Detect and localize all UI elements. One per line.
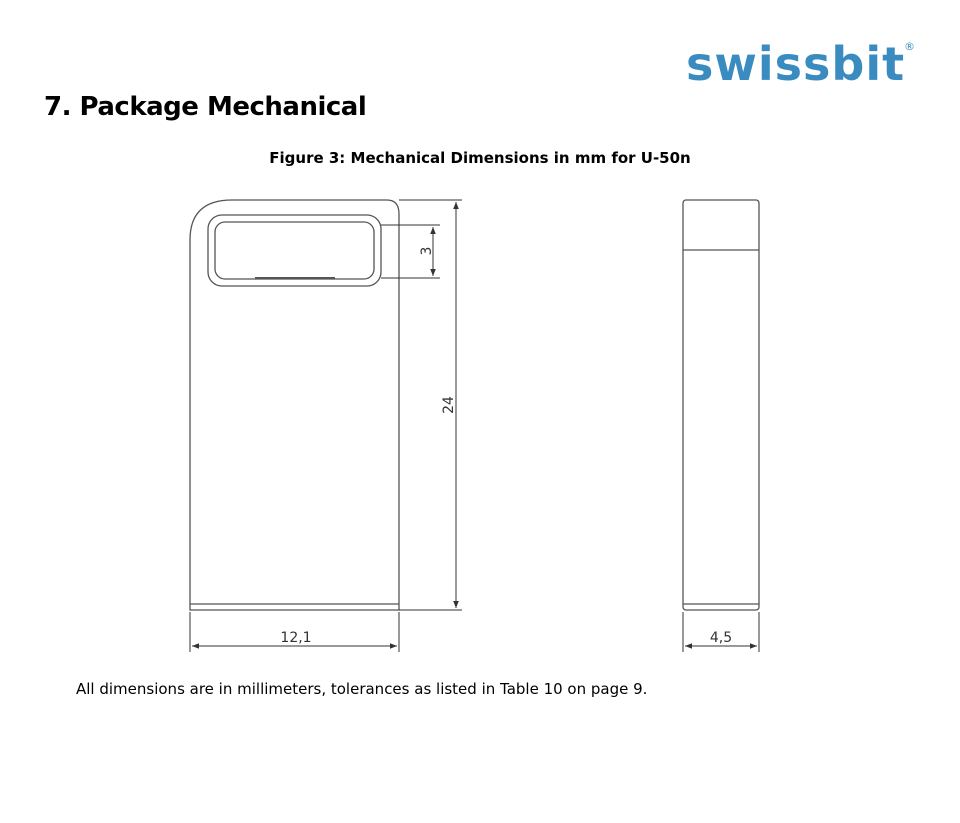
dimension-height-label: 24 xyxy=(441,396,457,414)
keyring-slot-outer xyxy=(208,215,381,286)
swissbit-logo: swissbit xyxy=(686,37,906,91)
front-view xyxy=(190,200,399,610)
side-view xyxy=(683,200,759,610)
registered-mark: ® xyxy=(904,40,915,53)
figure-caption: Figure 3: Mechanical Dimensions in mm for U-50n xyxy=(269,149,691,167)
dimension-thickness-label: 4,5 xyxy=(709,630,733,646)
section-title: 7. Package Mechanical xyxy=(44,92,367,122)
side-view-outline xyxy=(683,200,759,610)
dimension-loop-height-label: 3 xyxy=(419,246,435,256)
footnote: All dimensions are in millimeters, tolerances as listed in Table 10 on page 9. xyxy=(76,680,648,698)
keyring-slot-inner xyxy=(215,222,374,279)
front-view-outline xyxy=(190,200,399,610)
dimension-width-label: 12,1 xyxy=(280,630,312,646)
